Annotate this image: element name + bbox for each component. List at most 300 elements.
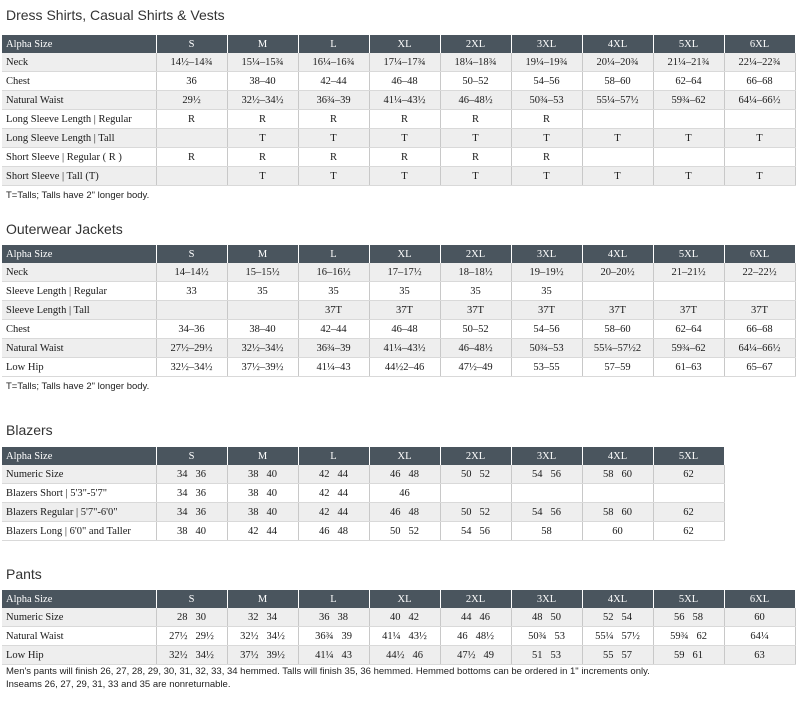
- size-cell: 62–64: [653, 320, 724, 339]
- size-cell: 32½–34½: [156, 358, 227, 377]
- size-value: 38: [248, 487, 259, 499]
- size-value: 50: [461, 506, 472, 518]
- dress-shirts-section: [0, 4, 803, 202]
- size-cell: [440, 522, 511, 541]
- size-cell: [653, 608, 724, 627]
- size-cell: R: [369, 148, 440, 167]
- row-label: Natural Waist: [2, 91, 156, 110]
- size-cell: T: [724, 129, 795, 148]
- size-cell: [582, 465, 653, 484]
- size-cell: 20¼–20¾: [582, 53, 653, 72]
- size-value: 61: [692, 649, 703, 661]
- size-value: 58: [603, 468, 614, 480]
- size-value: 27½: [169, 630, 188, 642]
- size-cell: 33: [156, 282, 227, 301]
- size-value: 34: [177, 468, 188, 480]
- size-cell: 35: [369, 282, 440, 301]
- size-cell: [440, 503, 511, 522]
- header-size: 2XL: [440, 245, 511, 263]
- size-cell: 16–16½: [298, 263, 369, 282]
- size-value: 62: [683, 468, 694, 480]
- size-cell: [724, 148, 795, 167]
- size-value: 62: [683, 525, 694, 537]
- size-value-pair: [370, 488, 440, 499]
- row-label: Sleeve Length | Tall: [2, 301, 156, 320]
- size-value-pair: [583, 469, 653, 480]
- size-value: 39½: [266, 649, 285, 661]
- size-cell: R: [369, 110, 440, 129]
- size-value: 46: [479, 611, 490, 623]
- size-value-pair: [725, 650, 795, 661]
- size-cell: 32½–34½: [227, 339, 298, 358]
- size-cell: [227, 465, 298, 484]
- size-cell: T: [582, 167, 653, 186]
- size-value-pair: [299, 650, 369, 661]
- size-cell: [369, 503, 440, 522]
- size-cell: R: [440, 110, 511, 129]
- size-cell: [369, 646, 440, 665]
- size-value: 44: [461, 611, 472, 623]
- row-label: Long Sleeve Length | Tall: [2, 129, 156, 148]
- size-value: 42: [319, 487, 330, 499]
- row-label: Low Hip: [2, 358, 156, 377]
- pants-section: [0, 563, 803, 691]
- size-cell: 37T: [440, 301, 511, 320]
- size-value: 62: [683, 506, 694, 518]
- header-size: L: [298, 447, 369, 465]
- table-row: [2, 91, 795, 110]
- row-label: Numeric Size: [2, 608, 156, 627]
- row-label: Blazers Short | 5'3"-5'7": [2, 484, 156, 503]
- outerwear-section: [0, 218, 803, 393]
- size-value: 52: [603, 611, 614, 623]
- size-cell: [227, 608, 298, 627]
- size-cell: [511, 522, 582, 541]
- table-row: [2, 167, 795, 186]
- size-value-pair: [157, 526, 227, 537]
- size-cell: 14–14½: [156, 263, 227, 282]
- size-value: 54: [532, 506, 543, 518]
- size-cell: R: [156, 110, 227, 129]
- size-cell: 36: [156, 72, 227, 91]
- dress-shirts-table: [2, 35, 796, 186]
- size-value: 41¼: [382, 630, 401, 642]
- size-cell: 36¾–39: [298, 91, 369, 110]
- size-cell: 42–44: [298, 320, 369, 339]
- size-value: 40: [266, 506, 277, 518]
- size-value-pair: [583, 612, 653, 623]
- size-value-pair: [370, 507, 440, 518]
- size-cell: [653, 148, 724, 167]
- size-cell: [724, 627, 795, 646]
- size-cell: 44½2–46: [369, 358, 440, 377]
- size-cell: [582, 282, 653, 301]
- hem-note: Men's pants will finish 26, 27, 28, 29, 30, 31, 32, 33, 34 hemmed. Talls will finish 35, 36 hemmed. Hemmed bottoms can be ordered in 1" increments only.: [6, 666, 650, 677]
- size-value: 42: [319, 468, 330, 480]
- size-cell: [298, 503, 369, 522]
- size-cell: 46–48½: [440, 91, 511, 110]
- size-value: 34: [266, 611, 277, 623]
- size-cell: 50¾–53: [511, 91, 582, 110]
- size-value: 56: [479, 525, 490, 537]
- size-cell: T: [227, 167, 298, 186]
- size-cell: T: [298, 167, 369, 186]
- row-label: Blazers Long | 6'0" and Taller: [2, 522, 156, 541]
- size-value: 38: [248, 468, 259, 480]
- size-value: 46: [319, 525, 330, 537]
- size-value: 32½: [169, 649, 188, 661]
- size-value-pair: [654, 507, 724, 518]
- table-row: [2, 484, 724, 503]
- size-cell: [440, 608, 511, 627]
- size-cell: 17¼–17¾: [369, 53, 440, 72]
- header-size: 5XL: [653, 35, 724, 53]
- size-value: 50: [461, 468, 472, 480]
- size-value-pair: [299, 469, 369, 480]
- size-cell: 46–48: [369, 320, 440, 339]
- size-value-pair: [370, 631, 440, 642]
- size-value-pair: [512, 507, 582, 518]
- table-header-row: [2, 590, 795, 608]
- size-value: 44: [337, 506, 348, 518]
- size-value: 53: [554, 630, 565, 642]
- size-cell: [582, 503, 653, 522]
- size-value: 41¼: [315, 649, 334, 661]
- header-size: 4XL: [582, 590, 653, 608]
- size-value: 34: [177, 487, 188, 499]
- size-value-pair: [370, 526, 440, 537]
- size-cell: [511, 484, 582, 503]
- size-cell: 59¾–62: [653, 91, 724, 110]
- size-cell: [227, 484, 298, 503]
- size-value-pair: [441, 650, 511, 661]
- size-value-pair: [654, 612, 724, 623]
- size-value: 36: [319, 611, 330, 623]
- size-cell: 66–68: [724, 320, 795, 339]
- size-value-pair: [228, 631, 298, 642]
- size-value-pair: [299, 526, 369, 537]
- size-cell: [582, 646, 653, 665]
- size-cell: [653, 110, 724, 129]
- size-value: 47½: [457, 649, 476, 661]
- size-value-pair: [370, 612, 440, 623]
- size-value: 29½: [195, 630, 214, 642]
- size-value: 44: [337, 468, 348, 480]
- table-row: [2, 72, 795, 91]
- size-cell: 37T: [582, 301, 653, 320]
- size-value-pair: [228, 507, 298, 518]
- size-cell: T: [582, 129, 653, 148]
- size-value-pair: [441, 526, 511, 537]
- size-cell: 50¾–53: [511, 339, 582, 358]
- header-label: Alpha Size: [2, 245, 156, 263]
- size-value-pair: [228, 469, 298, 480]
- size-value-pair: [370, 469, 440, 480]
- size-value: 53: [550, 649, 561, 661]
- size-value-pair: [512, 469, 582, 480]
- size-cell: T: [440, 167, 511, 186]
- size-value: 56: [550, 506, 561, 518]
- table-row: [2, 358, 795, 377]
- size-value: 42: [248, 525, 259, 537]
- size-value: 54: [461, 525, 472, 537]
- size-cell: [724, 646, 795, 665]
- size-cell: 46–48: [369, 72, 440, 91]
- size-cell: 37T: [298, 301, 369, 320]
- size-value: 38: [177, 525, 188, 537]
- size-cell: R: [227, 148, 298, 167]
- table-row: [2, 646, 795, 665]
- size-cell: 37T: [369, 301, 440, 320]
- header-size: L: [298, 590, 369, 608]
- size-cell: 34–36: [156, 320, 227, 339]
- size-cell: 35: [298, 282, 369, 301]
- header-size: L: [298, 35, 369, 53]
- size-cell: T: [653, 129, 724, 148]
- size-value-pair: [228, 526, 298, 537]
- size-value-pair: [654, 526, 724, 537]
- pants-table: [2, 590, 796, 665]
- size-cell: [724, 110, 795, 129]
- size-value: 32½: [240, 630, 259, 642]
- size-value-pair: [512, 526, 582, 537]
- size-cell: [653, 484, 724, 503]
- size-cell: [227, 503, 298, 522]
- size-cell: [653, 503, 724, 522]
- size-value: 39: [341, 630, 352, 642]
- table-row: [2, 320, 795, 339]
- size-value: 50¾: [528, 630, 547, 642]
- size-value: 40: [390, 611, 401, 623]
- size-cell: 35: [511, 282, 582, 301]
- size-cell: [369, 627, 440, 646]
- size-value-pair: [299, 488, 369, 499]
- size-cell: [156, 627, 227, 646]
- size-cell: [156, 129, 227, 148]
- size-value-pair: [512, 612, 582, 623]
- size-value: 43½: [408, 630, 427, 642]
- size-cell: [156, 167, 227, 186]
- size-value: 60: [621, 506, 632, 518]
- size-cell: [369, 522, 440, 541]
- size-cell: T: [369, 167, 440, 186]
- header-size: 4XL: [582, 447, 653, 465]
- row-label: Natural Waist: [2, 627, 156, 646]
- size-cell: 19¼–19¾: [511, 53, 582, 72]
- size-value: 46: [412, 649, 423, 661]
- size-value: 60: [754, 611, 765, 623]
- size-value-pair: [441, 612, 511, 623]
- outerwear-table: [2, 245, 796, 377]
- size-value: 58: [541, 525, 552, 537]
- size-cell: 18–18½: [440, 263, 511, 282]
- size-value: 38: [337, 611, 348, 623]
- size-value: 46: [399, 487, 410, 499]
- size-value: 63: [754, 649, 765, 661]
- table-row: [2, 301, 795, 320]
- size-value: 40: [266, 468, 277, 480]
- size-value-pair: [583, 631, 653, 642]
- size-cell: [156, 484, 227, 503]
- size-value-pair: [441, 469, 511, 480]
- size-value: 48: [532, 611, 543, 623]
- row-label: Low Hip: [2, 646, 156, 665]
- header-label: Alpha Size: [2, 590, 156, 608]
- row-label: Numeric Size: [2, 465, 156, 484]
- size-cell: 29½: [156, 91, 227, 110]
- size-value: 52: [408, 525, 419, 537]
- size-cell: 32½–34½: [227, 91, 298, 110]
- size-cell: 35: [440, 282, 511, 301]
- size-value: 32: [248, 611, 259, 623]
- size-cell: 57–59: [582, 358, 653, 377]
- size-cell: T: [369, 129, 440, 148]
- header-size: 5XL: [653, 245, 724, 263]
- size-cell: [298, 627, 369, 646]
- header-size: 4XL: [582, 245, 653, 263]
- header-size: 5XL: [653, 447, 724, 465]
- table-row: [2, 465, 724, 484]
- size-cell: 36¾–39: [298, 339, 369, 358]
- size-value-pair: [654, 631, 724, 642]
- row-label: Neck: [2, 263, 156, 282]
- size-cell: R: [511, 110, 582, 129]
- size-value: 38: [248, 506, 259, 518]
- size-cell: R: [227, 110, 298, 129]
- size-value: 46: [390, 468, 401, 480]
- size-value-pair: [299, 507, 369, 518]
- size-value: 30: [195, 611, 206, 623]
- table-row: [2, 53, 795, 72]
- size-value: 43: [341, 649, 352, 661]
- size-cell: 65–67: [724, 358, 795, 377]
- table-header-row: [2, 35, 795, 53]
- size-cell: [440, 465, 511, 484]
- size-cell: 14½–14¾: [156, 53, 227, 72]
- size-cell: [511, 627, 582, 646]
- size-cell: [511, 465, 582, 484]
- size-value: 44: [266, 525, 277, 537]
- table-row: [2, 129, 795, 148]
- header-size: XL: [369, 35, 440, 53]
- size-value: 59¾: [670, 630, 689, 642]
- size-cell: [511, 503, 582, 522]
- size-cell: 58–60: [582, 320, 653, 339]
- size-cell: 19–19½: [511, 263, 582, 282]
- size-cell: [156, 608, 227, 627]
- size-cell: 15–15½: [227, 263, 298, 282]
- size-value-pair: [157, 650, 227, 661]
- size-value: 56: [550, 468, 561, 480]
- size-cell: [653, 522, 724, 541]
- size-cell: 64¼–66½: [724, 339, 795, 358]
- size-value-pair: [441, 507, 511, 518]
- size-cell: 37T: [724, 301, 795, 320]
- row-label: Long Sleeve Length | Regular: [2, 110, 156, 129]
- size-value: 42: [408, 611, 419, 623]
- size-value: 36: [195, 506, 206, 518]
- size-value-pair: [157, 469, 227, 480]
- size-cell: 35: [227, 282, 298, 301]
- size-value-pair: [370, 650, 440, 661]
- size-value: 28: [177, 611, 188, 623]
- table-row: [2, 282, 795, 301]
- size-cell: 37T: [511, 301, 582, 320]
- size-cell: T: [440, 129, 511, 148]
- size-value-pair: [299, 631, 369, 642]
- size-cell: 22¼–22¾: [724, 53, 795, 72]
- size-cell: [511, 646, 582, 665]
- header-size: 3XL: [511, 35, 582, 53]
- size-value-pair: [583, 650, 653, 661]
- size-cell: [582, 484, 653, 503]
- size-cell: 18¼–18¾: [440, 53, 511, 72]
- row-label: Short Sleeve | Regular ( R ): [2, 148, 156, 167]
- header-size: XL: [369, 245, 440, 263]
- row-label: Blazers Regular | 5'7"-6'0": [2, 503, 156, 522]
- size-cell: 38–40: [227, 72, 298, 91]
- size-value: 55¼: [595, 630, 614, 642]
- header-size: 3XL: [511, 590, 582, 608]
- size-cell: [227, 522, 298, 541]
- size-value-pair: [512, 650, 582, 661]
- size-value: 48½: [475, 630, 494, 642]
- size-value: 40: [195, 525, 206, 537]
- section-title: Outerwear Jackets: [6, 221, 123, 237]
- row-label: Chest: [2, 72, 156, 91]
- blazers-section: [0, 419, 803, 541]
- size-cell: T: [724, 167, 795, 186]
- size-value-pair: [725, 612, 795, 623]
- size-value-pair: [583, 526, 653, 537]
- size-value-pair: [654, 469, 724, 480]
- size-cell: [653, 646, 724, 665]
- size-cell: 64¼–66½: [724, 91, 795, 110]
- size-cell: 59¾–62: [653, 339, 724, 358]
- size-value-pair: [299, 612, 369, 623]
- size-value-pair: [441, 631, 511, 642]
- size-cell: T: [511, 129, 582, 148]
- talls-note: T=Talls; Talls have 2" longer body.: [6, 381, 150, 392]
- size-value: 34: [177, 506, 188, 518]
- size-cell: 41¼–43½: [369, 339, 440, 358]
- size-cell: 38–40: [227, 320, 298, 339]
- header-label: Alpha Size: [2, 35, 156, 53]
- size-value-pair: [725, 631, 795, 642]
- size-cell: R: [511, 148, 582, 167]
- size-value: 48: [337, 525, 348, 537]
- size-value: 58: [692, 611, 703, 623]
- blazers-table: [2, 447, 725, 541]
- size-cell: 17–17½: [369, 263, 440, 282]
- size-cell: 50–52: [440, 72, 511, 91]
- size-cell: T: [227, 129, 298, 148]
- size-cell: 37T: [653, 301, 724, 320]
- row-label: Natural Waist: [2, 339, 156, 358]
- size-value-pair: [157, 612, 227, 623]
- size-cell: 46–48½: [440, 339, 511, 358]
- size-value: 58: [603, 506, 614, 518]
- size-cell: [582, 148, 653, 167]
- size-cell: 54–56: [511, 72, 582, 91]
- size-value: 62: [696, 630, 707, 642]
- header-size: L: [298, 245, 369, 263]
- size-cell: R: [298, 148, 369, 167]
- size-cell: T: [653, 167, 724, 186]
- size-value-pair: [228, 612, 298, 623]
- size-value: 46: [457, 630, 468, 642]
- size-value: 64¼: [750, 630, 769, 642]
